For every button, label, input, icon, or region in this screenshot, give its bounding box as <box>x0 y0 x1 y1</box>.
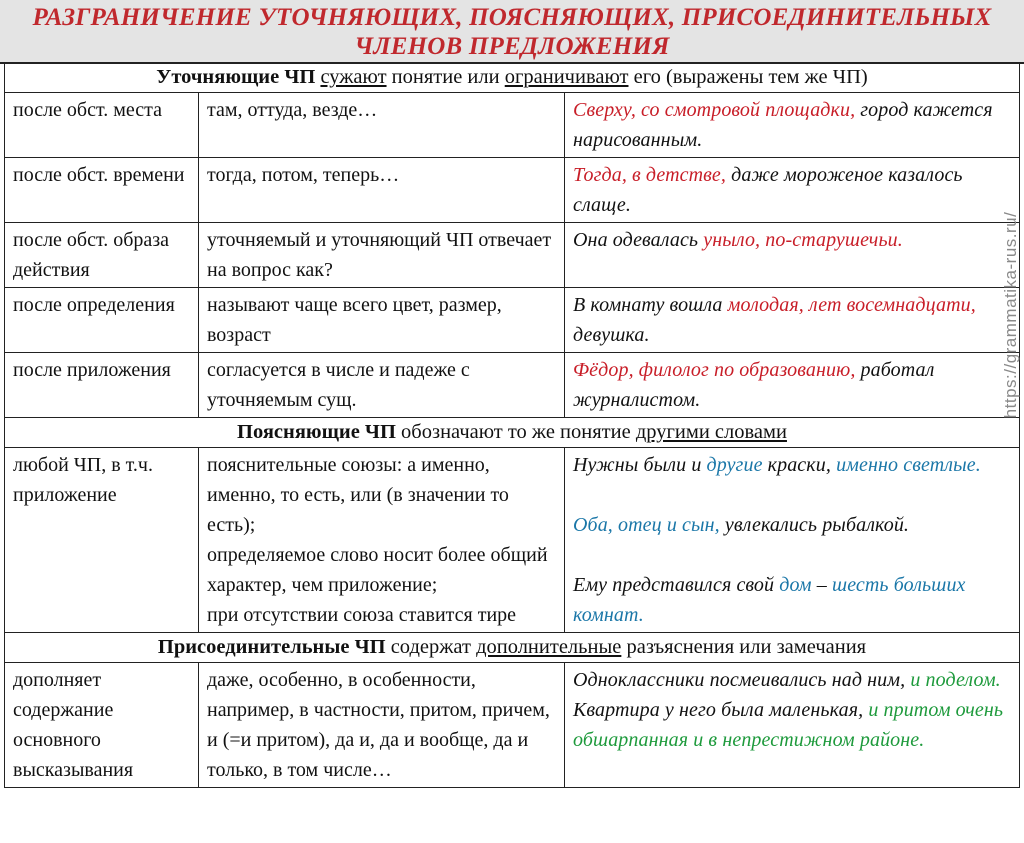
example-highlight: шесть больших комнат. <box>573 574 966 626</box>
table-row <box>5 448 1020 633</box>
row-position-cell: после приложения <box>5 353 199 418</box>
section-header-connective <box>5 633 1020 663</box>
example-text: увлекались рыбалкой. <box>724 514 910 536</box>
example-text: Одноклассники посмеивались над ним, <box>573 669 906 691</box>
section-text: его (выражены тем же ЧП) <box>633 66 868 88</box>
title-banner <box>0 0 1024 64</box>
table-row <box>5 93 1020 158</box>
example-text: Квартира у него была маленькая, <box>573 699 864 721</box>
example-highlight: и поделом. <box>910 669 1001 691</box>
example-highlight: и притом очень обшарпанная и в непрестижном районе. <box>573 699 1004 751</box>
section-keyword: сужают <box>320 66 387 88</box>
section-header-clarifying <box>5 63 1020 93</box>
example-text: девушка. <box>573 324 650 346</box>
example-text: даже мороженое казалось слаще. <box>573 164 963 216</box>
table-row <box>5 288 1020 353</box>
row-feature-cell: там, оттуда, везде… <box>199 93 565 158</box>
row-feature-cell <box>199 448 565 633</box>
row-feature-cell: согласуется в числе и падеже с уточняемым сущ. <box>199 353 565 418</box>
row-position-cell: дополняет содержание основного высказывания <box>5 663 199 788</box>
row-example-cell <box>565 288 1020 353</box>
feature-item: пояснительные союзы: а именно, именно, то есть, или (в значении то есть); <box>207 454 509 536</box>
example-highlight: Фёдор, филолог по образованию, <box>573 359 856 381</box>
example-text: – <box>816 574 827 596</box>
section-header-explanatory <box>5 418 1020 448</box>
table-row <box>5 353 1020 418</box>
watermark-text: https://grammatika-rus.ru/ <box>1001 211 1020 419</box>
title-line-2: ЧЛЕНОВ ПРЕДЛОЖЕНИЯ <box>354 33 670 60</box>
row-position-cell: после обст. времени <box>5 158 199 223</box>
example-highlight: другие <box>706 454 763 476</box>
row-feature-cell: даже, особенно, в особенности, например, в частности, притом, причем, и (=и притом), да и, да и вообще, да и только, в том числе… <box>199 663 565 788</box>
section-text: обозначают то же понятие <box>401 421 631 443</box>
section-term: Поясняющие ЧП <box>237 421 396 443</box>
example-sentence <box>573 510 1013 540</box>
example-text: Она одевалась <box>573 229 699 251</box>
example-highlight: молодая, лет восемнадцати, <box>727 294 976 316</box>
feature-item: при отсутствии союза ставится тире <box>207 604 517 626</box>
row-example-cell <box>565 448 1020 633</box>
row-position-cell: любой ЧП, в т.ч. приложение <box>5 448 199 633</box>
table-row <box>5 158 1020 223</box>
section-term: Уточняющие ЧП <box>156 66 316 88</box>
comparison-table <box>4 62 1020 788</box>
section-term: Присоединительные ЧП <box>157 636 386 658</box>
section-text: разъяснения или замечания <box>626 636 867 658</box>
row-feature-cell: тогда, потом, теперь… <box>199 158 565 223</box>
site-watermark <box>998 190 1024 440</box>
section-keyword: дополнительные <box>476 636 622 658</box>
row-position-cell: после обст. образа действия <box>5 223 199 288</box>
example-text: Ему представился свой <box>573 574 775 596</box>
example-highlight: именно светлые. <box>836 454 981 476</box>
row-position-cell: после определения <box>5 288 199 353</box>
feature-item: определяемое слово носит более общий характер, чем приложение; <box>207 544 548 596</box>
table-row <box>5 663 1020 788</box>
example-sentence <box>573 570 1013 630</box>
example-text: Нужны были и <box>573 454 702 476</box>
example-text: работал журналистом. <box>573 359 935 411</box>
example-text: краски, <box>767 454 831 476</box>
row-feature-cell: называют чаще всего цвет, размер, возраст <box>199 288 565 353</box>
example-highlight: Сверху, со смотровой площадки, <box>573 99 856 121</box>
example-text: В комнату вошла <box>573 294 723 316</box>
section-keyword: другими словами <box>635 421 787 443</box>
section-text: понятие или <box>391 66 500 88</box>
example-highlight: уныло, по-старушечьи. <box>703 229 903 251</box>
example-text: город кажется нарисованным. <box>573 99 993 151</box>
title-line-1: РАЗГРАНИЧЕНИЕ УТОЧНЯЮЩИХ, ПОЯСНЯЮЩИХ, ПРИСОЕДИНИТЕЛЬНЫХ <box>32 4 992 31</box>
row-example-cell <box>565 353 1020 418</box>
row-feature-cell: уточняемый и уточняющий ЧП отвечает на вопрос как? <box>199 223 565 288</box>
row-position-cell: после обст. места <box>5 93 199 158</box>
example-highlight: Тогда, в детстве, <box>573 164 726 186</box>
row-example-cell <box>565 223 1020 288</box>
example-highlight: Оба, отец и сын, <box>573 514 720 536</box>
table-row <box>5 223 1020 288</box>
row-example-cell <box>565 158 1020 223</box>
section-keyword: ограничивают <box>504 66 629 88</box>
example-highlight: дом <box>779 574 812 596</box>
row-example-cell <box>565 93 1020 158</box>
example-sentence <box>573 450 1013 480</box>
section-text: содержат <box>390 636 471 658</box>
row-example-cell <box>565 663 1020 788</box>
